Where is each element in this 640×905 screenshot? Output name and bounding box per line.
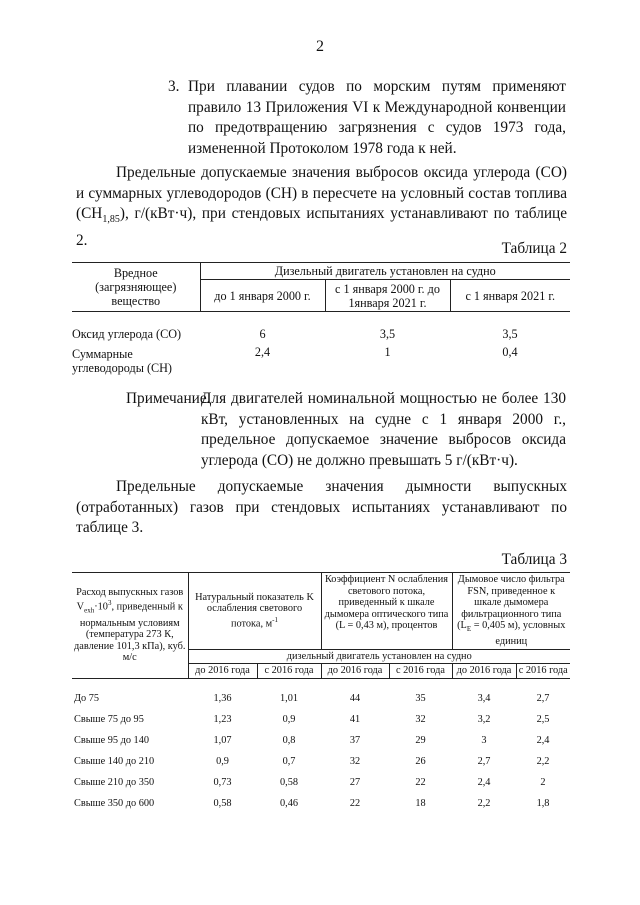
header-flow-b: ·10 xyxy=(94,601,108,613)
cell-value: 3 xyxy=(481,735,487,746)
cell-value: 1,8 xyxy=(536,798,550,809)
table2-caption: Таблица 2 xyxy=(501,240,567,257)
row-flow: Свыше 140 до 210 xyxy=(74,756,155,767)
intro-text-a: Предельные допускаемые значения выбросов оксида углерода (CO) и суммарных углеводородов (CH) в пересчете на условный состав топлива (CH xyxy=(76,164,567,222)
cell-value: 6 xyxy=(259,326,266,341)
cell-value: 0,9 xyxy=(216,756,229,767)
note-label: Примечание. xyxy=(126,390,211,407)
header-flow-a: Расход выпускных газов V xyxy=(76,586,184,613)
cell-value: 2,2 xyxy=(536,756,550,767)
intro-subscript: 1,85 xyxy=(102,214,120,226)
header-fsn xyxy=(452,573,570,650)
header-fsn-b: = 0,405 м), условных единиц xyxy=(471,620,566,648)
cell-value: 26 xyxy=(415,756,426,767)
cell-value: 2,4 xyxy=(477,777,491,788)
cell-value: 1,07 xyxy=(213,735,232,746)
row-flow: Свыше 95 до 140 xyxy=(74,735,149,746)
table2-intro-paragraph xyxy=(76,163,567,251)
header-fsn-a: Дымовое число фильтра FSN, приведенное к шкале дымомера фильтрационного типа (L xyxy=(457,574,565,632)
row-flow: Свыше 350 до 600 xyxy=(74,798,155,809)
cell-value: 2,4 xyxy=(536,735,550,746)
header-k xyxy=(188,573,321,650)
cell-value: 22 xyxy=(415,777,426,788)
table-row xyxy=(72,344,570,378)
cell-value: 3,5 xyxy=(379,326,396,341)
cell-value: 29 xyxy=(415,735,426,746)
header-flow-c: , приведенный к нормальным условиям (температура 273 К, давление 101,3 кПа), куб. м/с xyxy=(74,601,186,664)
cell-value: 3,5 xyxy=(502,326,518,341)
cell-value: 44 xyxy=(349,693,361,704)
row-name: Оксид углерода (CO) xyxy=(72,326,182,341)
table-row xyxy=(72,772,570,793)
row-flow: Свыше 210 до 350 xyxy=(74,777,155,788)
row-name: Суммарные углеводороды (CH) xyxy=(72,346,172,375)
cell-value: 2 xyxy=(540,777,546,788)
cell-value: 2,2 xyxy=(477,798,491,809)
table-row xyxy=(72,751,570,772)
table-row xyxy=(72,688,570,709)
cell-value: 0,46 xyxy=(279,798,299,809)
cell-value: 32 xyxy=(349,756,361,767)
note-paragraph xyxy=(126,389,566,471)
header-flow-sup: 3 xyxy=(107,599,112,608)
table-3 xyxy=(72,572,570,814)
cell-value: 18 xyxy=(415,798,426,809)
table-2 xyxy=(72,262,570,378)
header-substance: Вредное (загрязняющее) вещество xyxy=(72,263,200,312)
header-k-sup: -1 xyxy=(272,615,278,624)
cell-value: 0,58 xyxy=(213,798,232,809)
cell-value: 2,7 xyxy=(536,693,550,704)
cell-value: 22 xyxy=(349,798,361,809)
period-after: с 2016 года xyxy=(389,664,452,679)
table-row xyxy=(72,709,570,730)
cell-value: 0,58 xyxy=(279,777,299,788)
cell-value: 35 xyxy=(415,693,426,704)
cell-value: 0,9 xyxy=(282,714,296,725)
page-number: 2 xyxy=(316,38,324,55)
cell-value: 0,7 xyxy=(282,756,296,767)
cell-value: 1,01 xyxy=(279,693,299,704)
cell-value: 0,8 xyxy=(282,735,296,746)
period-after: с 2016 года xyxy=(257,664,321,679)
cell-value: 1 xyxy=(384,344,391,359)
header-period-2: с 1 января 2000 г. до 1января 2021 г. xyxy=(325,280,450,312)
header-flow-sub: exh xyxy=(84,606,95,615)
cell-value: 0,73 xyxy=(213,777,232,788)
cell-value: 32 xyxy=(415,714,426,725)
table-row xyxy=(72,730,570,751)
item-number: 3. xyxy=(168,78,180,95)
row-flow: До 75 xyxy=(74,693,100,704)
period-after: с 2016 года xyxy=(516,664,570,679)
table-row xyxy=(72,793,570,814)
row-flow: Свыше 75 до 95 xyxy=(74,714,144,725)
table3-caption: Таблица 3 xyxy=(501,551,567,568)
header-n: Коэффициент N ослабления светового потока, приведенный к шкале дымомера оптического типа (L = 0,43 м), процентов xyxy=(321,573,452,650)
header-period-3: с 1 января 2021 г. xyxy=(450,280,570,312)
cell-value: 2,5 xyxy=(536,714,550,725)
header-fsn-sub: E xyxy=(466,625,472,634)
period-before: до 2016 года xyxy=(321,664,389,679)
subheader-engine: дизельный двигатель установлен на судно xyxy=(188,649,570,664)
header-engine-group: Дизельный двигатель установлен на судно xyxy=(200,263,570,280)
cell-value: 2,4 xyxy=(254,344,271,359)
table3-intro-paragraph: Предельные допускаемые значения дымности выпускных (отработанных) газов при стендовых испытаниях устанавливают по таблице 3. xyxy=(76,478,567,536)
item-text: При плавании судов по морским путям применяют правило 13 Приложения VI к Международной конвенции по предотвращению загрязнения с судов 1973 года, измененной Протоколом 1978 года к ней. xyxy=(188,78,566,157)
cell-value: 37 xyxy=(349,735,361,746)
period-before: до 2016 года xyxy=(188,664,257,679)
cell-value: 2,7 xyxy=(477,756,491,767)
header-period-1: до 1 января 2000 г. xyxy=(200,280,325,312)
cell-value: 3,2 xyxy=(477,714,491,725)
cell-value: 41 xyxy=(349,714,361,725)
cell-value: 3,4 xyxy=(477,693,491,704)
intro-text-b: ), г/(кВт·ч), при стендовых испытаниях устанавливают по таблице 2. xyxy=(76,205,567,249)
cell-value: 1,23 xyxy=(213,714,232,725)
cell-value: 0,4 xyxy=(502,344,518,359)
table-row xyxy=(72,324,570,344)
note-text: Для двигателей номинальной мощностью не более 130 кВт, установленных на судне с 1 января 2000 г., предельное допускаемое значение выбросов оксида углерода (CO) не должно превышать 5 г/(кВт·ч). xyxy=(201,390,566,469)
item-3-paragraph xyxy=(168,77,566,159)
period-before: до 2016 года xyxy=(452,664,516,679)
header-flow xyxy=(72,573,188,679)
cell-value: 27 xyxy=(349,777,361,788)
header-k-text: Натуральный показатель K ослабления светового потока, м xyxy=(195,591,314,630)
cell-value: 1,36 xyxy=(213,693,232,704)
